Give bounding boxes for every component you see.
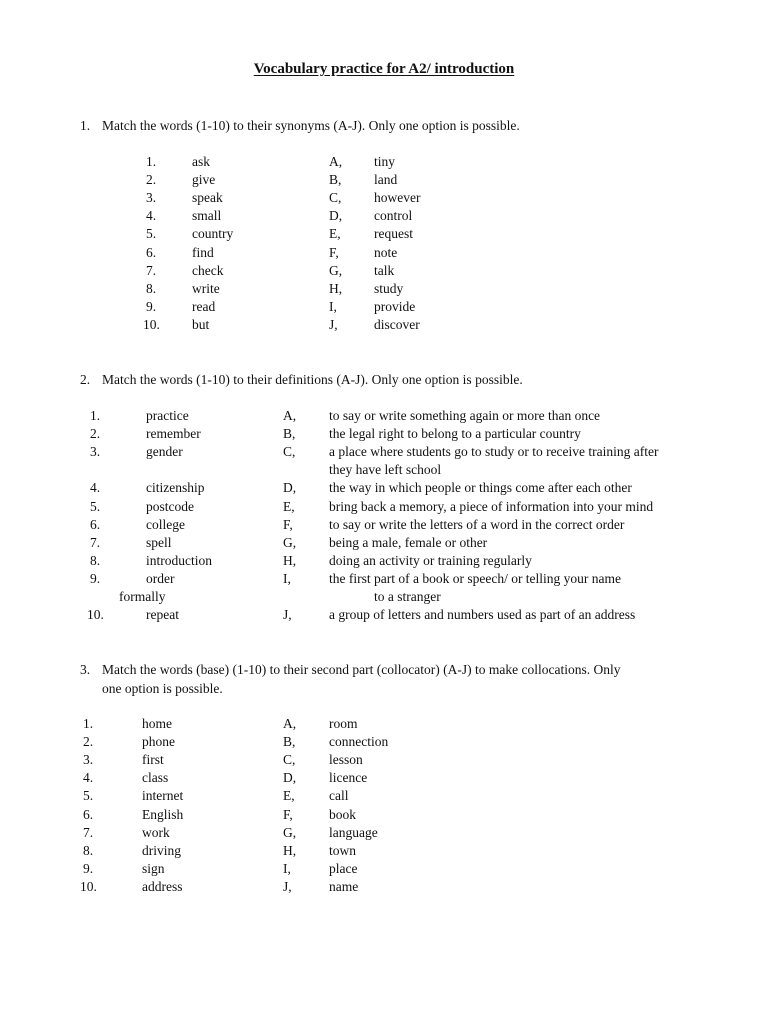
row-number: 1. (146, 154, 157, 169)
table-row (0, 516, 768, 534)
row-letter: I, (329, 298, 337, 314)
table-row (0, 806, 768, 824)
row-letter: D, (283, 480, 297, 496)
row-word: English (142, 806, 184, 822)
row-match: bring back a memory, a piece of information into your mind (329, 498, 654, 514)
table-row (0, 407, 768, 425)
row-word: ask (192, 154, 210, 169)
row-definition: a group of letters and numbers used as part of an address (329, 607, 636, 622)
row-match: control (374, 208, 413, 224)
row-word: write (192, 280, 220, 296)
row-letter: A, (283, 716, 297, 731)
row-word: read (192, 298, 216, 314)
row-number: 8. (83, 842, 94, 858)
row-word: small (192, 208, 222, 224)
row-letter: D, (283, 770, 297, 786)
row-match: study (374, 280, 404, 296)
row-match: name (329, 878, 359, 894)
table-row (0, 733, 768, 751)
table-row (0, 189, 768, 207)
row-match: book (329, 806, 356, 822)
row-word: work (142, 824, 170, 840)
row-number: 9. (83, 860, 94, 876)
table-row (0, 280, 768, 298)
row-number: 3. (83, 752, 94, 768)
row-number: 6. (90, 516, 101, 532)
row-letter: F, (329, 244, 339, 260)
row-word: address (142, 878, 183, 894)
table-row (0, 860, 768, 878)
row-number: 8. (90, 552, 101, 568)
row-word: find (192, 244, 214, 260)
row-number: 4. (146, 208, 157, 224)
row-match: town (329, 842, 356, 858)
row-match: the legal right to belong to a particular country (329, 426, 581, 442)
row-match: request (374, 226, 413, 242)
table-row (0, 824, 768, 842)
row-letter: H, (283, 552, 297, 568)
row-letter: H, (283, 842, 297, 858)
row-word: postcode (146, 498, 194, 514)
row-number: 10. (143, 316, 160, 332)
row-number: 8. (146, 280, 157, 296)
row-number: 6. (146, 244, 157, 260)
row-number: 10. (80, 878, 97, 894)
table-row (0, 842, 768, 860)
table-row (0, 552, 768, 570)
table-row (0, 262, 768, 280)
row-number: 2. (90, 426, 101, 442)
row-letter: E, (283, 498, 295, 514)
table-row (0, 715, 768, 733)
row-word: gender (146, 444, 183, 460)
row-letter: C, (283, 444, 296, 460)
section-1-instruction: Match the words (1-10) to their synonyms (A-J). Only one option is possible. (102, 118, 520, 133)
table-row (0, 207, 768, 225)
row-word: class (142, 770, 169, 786)
row-match: lesson (329, 752, 363, 768)
section-3-instruction-line1: Match the words (base) (1-10) to their second part (collocator) (A-J) to make collocations. Only (102, 662, 621, 677)
row-number: 5. (146, 226, 157, 242)
row-match: provide (374, 298, 416, 314)
row-match: the way in which people or things come after each other (329, 480, 632, 496)
table-row (0, 461, 768, 479)
table-row (0, 225, 768, 243)
section-2-instruction: Match the words (1-10) to their definitions (A-J). Only one option is possible. (102, 372, 523, 387)
row-match: licence (329, 770, 368, 786)
table-row (0, 479, 768, 497)
table-row (0, 153, 768, 171)
row-word: check (192, 262, 224, 278)
row-match: discover (374, 316, 420, 332)
row-match: to say or write something again or more than once (329, 408, 601, 423)
row-letter: C, (329, 190, 342, 206)
row-match: call (329, 788, 349, 804)
table-row (0, 606, 768, 624)
section-2-row9-continuation-left: formally (119, 589, 166, 604)
row-number: 4. (83, 770, 94, 786)
row-letter: J, (329, 316, 338, 332)
row-letter: C, (283, 752, 296, 768)
row-word: citizenship (146, 480, 205, 496)
row-letter: J, (283, 878, 292, 894)
row-number: 1. (90, 408, 101, 423)
row-match: note (374, 244, 398, 260)
row-word: speak (192, 190, 223, 206)
section-3-number: 3. (80, 662, 91, 677)
table-row (0, 171, 768, 189)
row-letter: E, (329, 226, 341, 242)
row-letter: G, (283, 534, 297, 550)
table-row (0, 298, 768, 316)
row-word: country (192, 226, 234, 242)
table-row (0, 244, 768, 262)
row-letter: A, (329, 154, 343, 169)
table-row (0, 534, 768, 552)
section-3-instruction-line2: one option is possible. (102, 681, 223, 696)
row-letter: J, (283, 607, 292, 622)
row-letter: B, (283, 426, 296, 442)
table-row (0, 878, 768, 896)
row-letter: F, (283, 806, 293, 822)
section-1-number: 1. (80, 118, 91, 133)
table-row (0, 498, 768, 516)
table-row (0, 769, 768, 787)
row-word: home (142, 716, 172, 731)
row-word: spell (146, 534, 172, 550)
row-letter: H, (329, 280, 343, 296)
row-match: being a male, female or other (329, 534, 488, 550)
row-word: repeat (146, 607, 179, 622)
row-word: college (146, 516, 185, 532)
table-row (0, 425, 768, 443)
row-letter: B, (329, 172, 342, 188)
row-letter: B, (283, 734, 296, 750)
row-match: to say or write the letters of a word in the correct order (329, 516, 625, 532)
row-letter: G, (283, 824, 297, 840)
row-number: 3. (146, 190, 157, 206)
row-letter: I, (283, 860, 291, 876)
row-letter: E, (283, 788, 295, 804)
row-match: language (329, 824, 378, 840)
row-match: the first part of a book or speech/ or telling your name (329, 570, 622, 586)
row-match: place (329, 860, 358, 876)
row-number: 9. (90, 570, 101, 586)
table-row (0, 751, 768, 769)
row-word: phone (142, 734, 175, 750)
row-number: 7. (146, 262, 157, 278)
row-word: sign (142, 860, 165, 876)
row-word: first (142, 752, 164, 768)
row-match: however (374, 190, 421, 206)
row-word: introduction (146, 552, 212, 568)
row-number: 5. (83, 788, 94, 804)
row-match: tiny (374, 154, 396, 169)
row-letter: D, (329, 208, 343, 224)
row-letter: F, (283, 516, 293, 532)
row-number: 4. (90, 480, 101, 496)
row-match: they have left school (329, 462, 442, 478)
row-word: practice (146, 408, 189, 423)
row-number: 2. (83, 734, 94, 750)
row-match: connection (329, 734, 389, 750)
row-letter: A, (283, 408, 297, 423)
row-number: 9. (146, 298, 157, 314)
row-word: driving (142, 842, 181, 858)
row-match: room (329, 716, 358, 731)
row-match: talk (374, 262, 395, 278)
row-word: remember (146, 426, 201, 442)
row-number: 6. (83, 806, 94, 822)
row-number: 2. (146, 172, 157, 188)
section-2-number: 2. (80, 372, 91, 387)
row-number: 7. (83, 824, 94, 840)
row-letter: G, (329, 262, 343, 278)
table-row (0, 570, 768, 588)
row-word: order (146, 570, 175, 586)
table-row (0, 316, 768, 334)
row-word: internet (142, 788, 184, 804)
table-row (0, 443, 768, 461)
page-title: Vocabulary practice for A2/ introduction (253, 61, 515, 77)
row-letter: I, (283, 570, 291, 586)
row-match: doing an activity or training regularly (329, 552, 532, 568)
row-word: give (192, 172, 216, 188)
row-word: but (192, 316, 210, 332)
row-number: 3. (90, 444, 101, 460)
row-match: land (374, 172, 398, 188)
row-match: a place where students go to study or to receive training after (329, 444, 659, 460)
row-number: 1. (83, 716, 94, 731)
row-number: 7. (90, 534, 101, 550)
row-number: 5. (90, 498, 101, 514)
row-number: 10. (87, 607, 104, 622)
table-row (0, 787, 768, 805)
section-2-row9-continuation-right: to a stranger (374, 589, 441, 604)
